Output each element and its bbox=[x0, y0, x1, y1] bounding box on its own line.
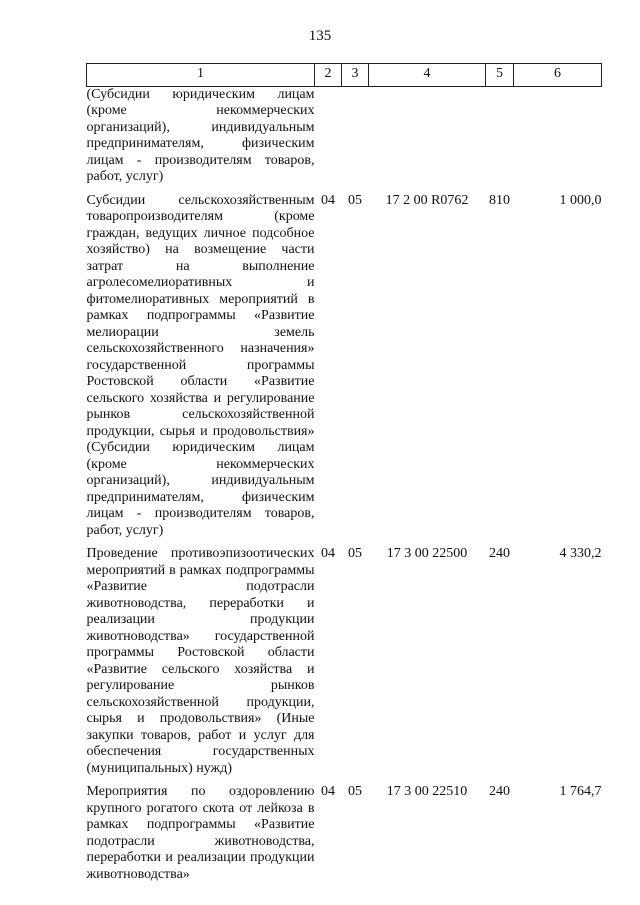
row-sum bbox=[514, 86, 602, 186]
row-csr: 17 3 00 22510 bbox=[386, 784, 468, 799]
row-csr: 17 3 00 22500 bbox=[386, 546, 468, 561]
header-cell-sum: 6 bbox=[514, 64, 602, 87]
row-description: Мероприятия по оздоровлению крупного рогатого скота от лейкоза в рамках подпрограммы «Развитие подотрасли животноводства, переработки и реализации продукции животноводства» bbox=[86, 784, 315, 882]
row-description: Проведение противоэпизоотических мероприятий в рамках подпрограммы «Развитие подотрасли животноводства, переработки и реализации продукции животноводства» государственной программы Ростовской области «Развитие сельского хозяйства и регулирование рынков сельскохозяйственной продукции, сырья и продовольствия» (Иные закупки товаров, работ и услуг для обеспечения государственных (муниципальных) нужд) bbox=[86, 546, 315, 776]
table-row bbox=[87, 186, 602, 540]
row-rz bbox=[315, 86, 342, 186]
row-sum: 4 330,2 bbox=[559, 546, 602, 561]
header-cell-csr: 4 bbox=[369, 64, 486, 87]
row-pr bbox=[342, 86, 369, 186]
row-sum: 1 000,0 bbox=[559, 192, 602, 208]
table-row bbox=[87, 86, 602, 186]
budget-table bbox=[86, 63, 602, 883]
header-cell-vr: 5 bbox=[486, 64, 514, 87]
header-cell-description: 1 bbox=[87, 64, 315, 87]
row-pr: 05 bbox=[348, 784, 362, 799]
row-description: Субсидии сельскохозяйственным товаропроизводителям (кроме граждан, ведущих личное подсобное хозяйство) на возмещение части затрат на выполнение агролесомелиоративных и фитомелиоративных мероприятий в рамках подпрограммы «Развитие мелиорации земель сельскохозяйственного назначения» государственной программы Ростовской области «Развитие сельского хозяйства и регулирование рынков сельскохозяйственной продукции, сырья и продовольствия» (Субсидии юридическим лицам (кроме некоммерческих организаций), индивидуальным предпринимателям, физическим лицам - производителям товаров, работ, услуг) bbox=[86, 192, 315, 538]
header-cell-rz: 2 bbox=[315, 64, 342, 87]
header-cell-pr: 3 bbox=[342, 64, 369, 87]
row-csr bbox=[369, 86, 486, 186]
row-rz: 04 bbox=[321, 546, 335, 561]
header-row bbox=[87, 64, 602, 87]
row-pr: 05 bbox=[348, 546, 362, 561]
row-csr: 17 2 00 R0762 bbox=[385, 192, 469, 208]
row-pr: 05 bbox=[348, 192, 362, 208]
row-vr: 240 bbox=[489, 546, 510, 561]
row-rz: 04 bbox=[321, 192, 335, 208]
row-vr bbox=[486, 86, 514, 186]
table-row bbox=[87, 539, 602, 777]
row-vr: 810 bbox=[489, 192, 510, 208]
row-vr: 240 bbox=[489, 784, 510, 799]
row-sum: 1 764,7 bbox=[559, 784, 602, 799]
row-description: (Субсидии юридическим лицам (кроме некоммерческих организаций), индивидуальным предпринимателям, физическим лицам - производителям товаров, работ, услуг) bbox=[86, 86, 315, 184]
table-row bbox=[87, 777, 602, 883]
row-rz: 04 bbox=[321, 784, 335, 799]
page-number: 135 bbox=[308, 28, 332, 44]
